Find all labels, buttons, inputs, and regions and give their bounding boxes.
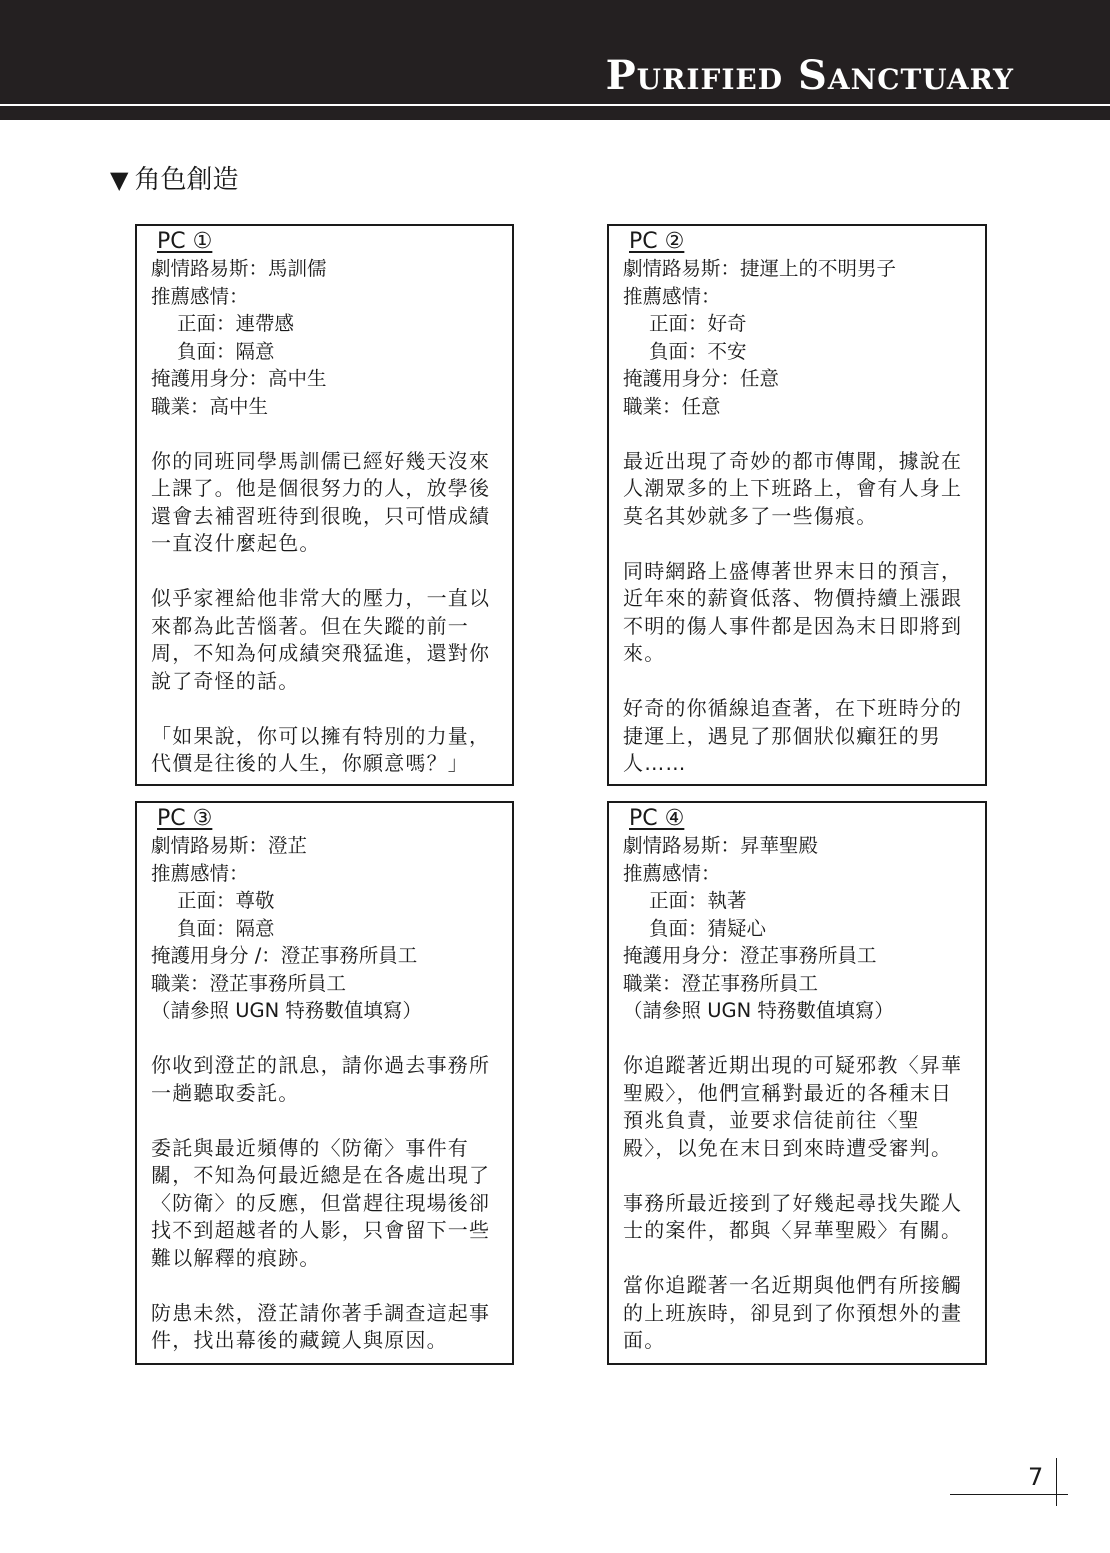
pc-card-2 bbox=[607, 224, 987, 786]
section-heading bbox=[110, 160, 238, 200]
card-paragraph: 似乎家裡給他非常大的壓力，一直以來都為此苦惱著。但在失蹤的前一周，不知為何成績突飛猛進，還對你說了奇怪的話。 bbox=[151, 586, 491, 693]
scenario-loise: 劇情路易斯：昇華聖殿 bbox=[623, 834, 819, 857]
pc-label: PC ④ bbox=[629, 806, 685, 831]
footer-tick bbox=[1056, 1458, 1057, 1506]
emotion-negative: 負面：猜疑心 bbox=[649, 916, 767, 940]
emotion-positive: 正面：連帶感 bbox=[177, 312, 295, 335]
scenario-loise: 劇情路易斯：捷運上的不明男子 bbox=[623, 257, 897, 280]
card-paragraph: 當你追蹤著一名近期與他們有所接觸的上班族時，卻見到了你預想外的畫面。 bbox=[623, 1273, 963, 1352]
pc-card-1 bbox=[135, 224, 514, 786]
triangle-marker-icon: ▼ bbox=[110, 166, 129, 194]
card-paragraph: 委託與最近頻傳的〈防衛〉事件有關，不知為何最近總是在各處出現了〈防衛〉的反應，但當趕往現場後卻找不到超越者的人影，只會留下一些難以解釋的痕跡。 bbox=[151, 1135, 491, 1270]
fill-note: （請參照 UGN 特務數值填寫） bbox=[623, 999, 894, 1022]
emotion-negative: 負面：不安 bbox=[649, 339, 747, 363]
works: 職業：澄芷事務所員工 bbox=[151, 971, 347, 995]
emotion-title: 推薦感情： bbox=[151, 284, 249, 308]
cover-identity: 掩護用身分：高中生 bbox=[151, 367, 327, 390]
card-paragraph: 最近出現了奇妙的都市傳聞，據說在人潮眾多的上下班路上，會有人身上莫名其妙就多了一些傷痕。 bbox=[623, 448, 963, 528]
pc-card-3 bbox=[135, 801, 514, 1365]
card-paragraph: 你的同班同學馬訓儒已經好幾天沒來上課了。他是個很努力的人，放學後還會去補習班待到很晚，只可惜成績一直沒什麼起色。 bbox=[151, 448, 491, 555]
section-title: 角色創造 bbox=[134, 165, 239, 195]
card-paragraph: 防患未然，澄芷請你著手調查這起事件，找出幕後的藏鏡人與原因。 bbox=[151, 1300, 491, 1352]
pc-label: PC ② bbox=[629, 229, 685, 254]
cover-identity: 掩護用身分 /：澄芷事務所員工 bbox=[151, 944, 418, 967]
card-paragraph: 你收到澄芷的訊息，請你過去事務所一趟聽取委託。 bbox=[151, 1053, 491, 1105]
card-paragraph: 同時網路上盛傳著世界末日的預言，近年來的薪資低落、物價持續上漲跟不明的傷人事件都是因為末日即將到來。 bbox=[623, 558, 963, 665]
emotion-positive: 正面：尊敬 bbox=[177, 889, 275, 912]
fill-note: （請參照 UGN 特務數值填寫） bbox=[151, 999, 422, 1022]
cover-identity: 掩護用身分：任意 bbox=[623, 367, 780, 390]
scenario-loise: 劇情路易斯：馬訓儒 bbox=[151, 257, 327, 280]
scenario-loise: 劇情路易斯：澄芷 bbox=[151, 834, 308, 857]
emotion-title: 推薦感情： bbox=[623, 861, 721, 885]
emotion-positive: 正面：執著 bbox=[649, 889, 747, 912]
card-paragraph: 「如果說，你可以擁有特別的力量，代價是往後的人生，你願意嗎？」 bbox=[151, 723, 491, 775]
page-number: 7 bbox=[1028, 1463, 1044, 1491]
footer-rule bbox=[950, 1494, 1068, 1495]
emotion-title: 推薦感情： bbox=[151, 861, 249, 885]
card-paragraph: 你追蹤著近期出現的可疑邪教〈昇華聖殿〉，他們宣稱對最近的各種末日預兆負責，並要求信徒前往〈聖殿〉，以免在末日到來時遭受審判。 bbox=[623, 1053, 963, 1160]
card-paragraph: 事務所最近接到了好幾起尋找失蹤人士的案件，都與〈昇華聖殿〉有關。 bbox=[623, 1190, 963, 1242]
works: 職業：任意 bbox=[623, 394, 721, 418]
emotion-positive: 正面：好奇 bbox=[649, 312, 747, 335]
pc-label: PC ① bbox=[157, 229, 213, 254]
page-header bbox=[0, 0, 1110, 120]
emotion-negative: 負面：隔意 bbox=[177, 339, 275, 363]
cover-identity: 掩護用身分：澄芷事務所員工 bbox=[623, 944, 877, 967]
emotion-title: 推薦感情： bbox=[623, 284, 721, 308]
works: 職業：澄芷事務所員工 bbox=[623, 971, 819, 995]
works: 職業：高中生 bbox=[151, 394, 269, 418]
pc-card-4 bbox=[607, 801, 987, 1365]
book-title: Purified Sanctuary bbox=[605, 52, 1014, 99]
emotion-negative: 負面：隔意 bbox=[177, 916, 275, 940]
pc-label: PC ③ bbox=[157, 806, 213, 831]
card-paragraph: 好奇的你循線追查著，在下班時分的捷運上，遇見了那個狀似癲狂的男人…… bbox=[623, 696, 963, 775]
